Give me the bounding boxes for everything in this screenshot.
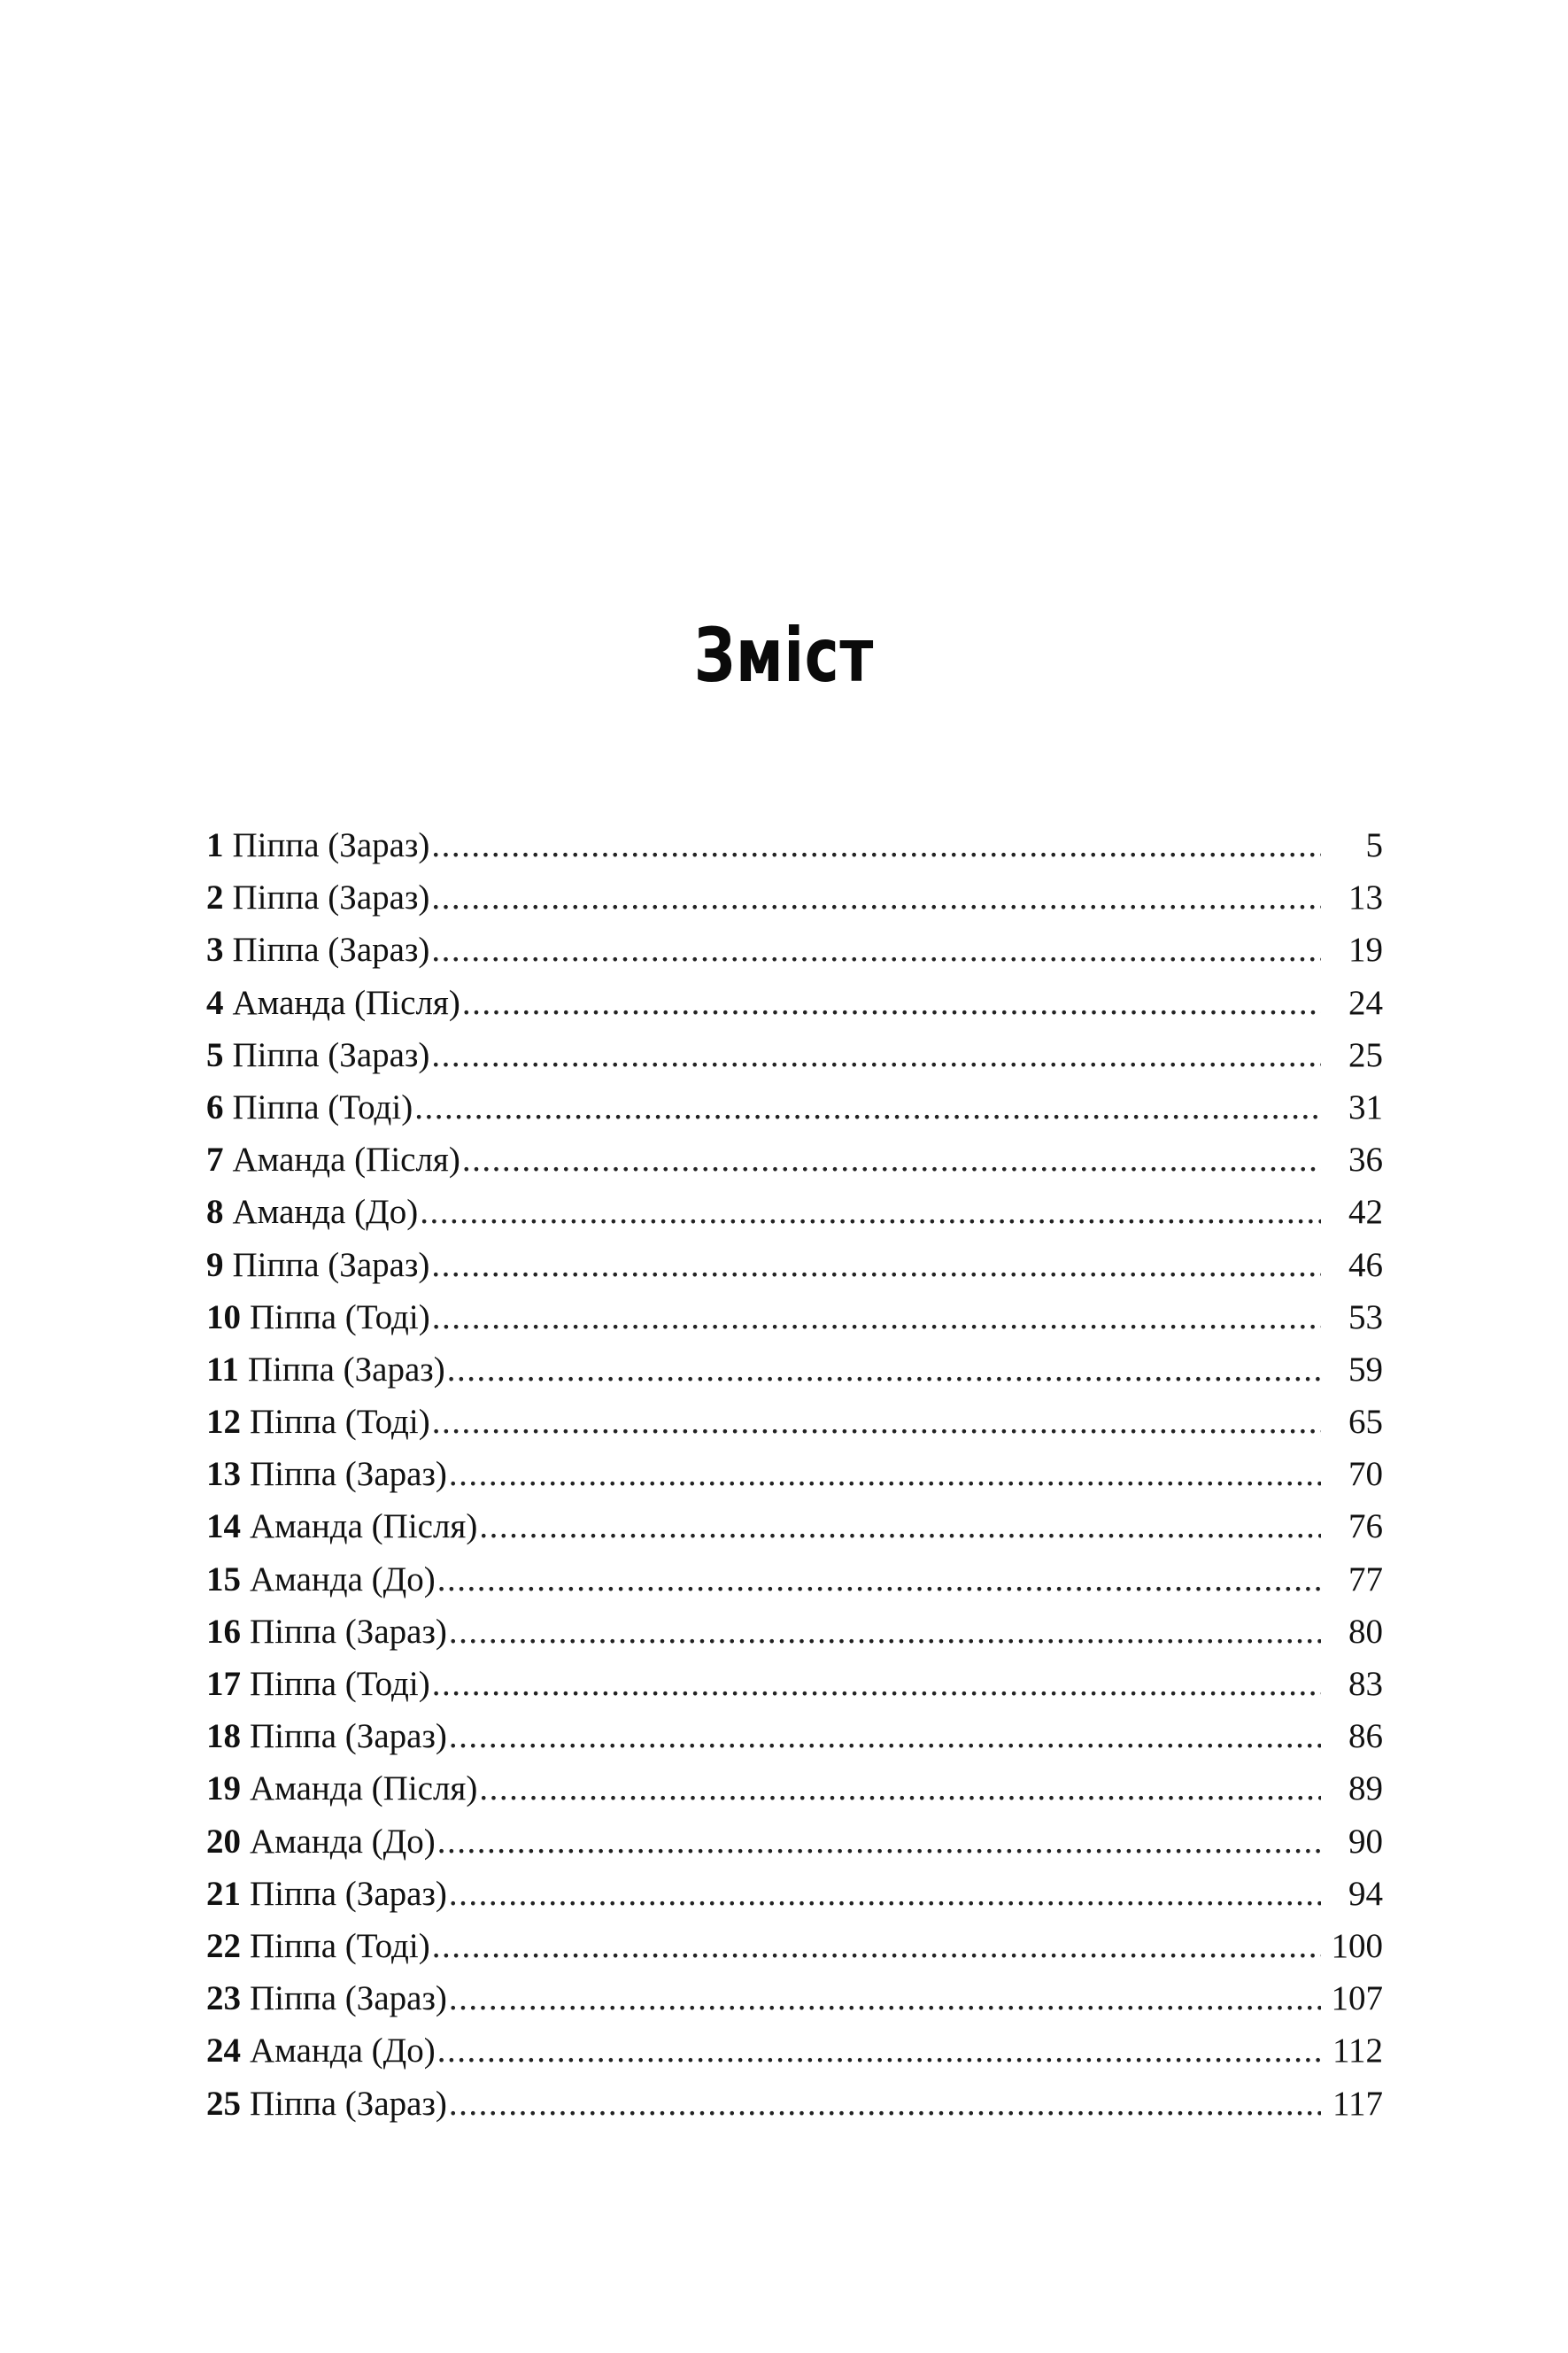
- dot-leader: [447, 1343, 1321, 1396]
- toc-entry-title: Аманда (До): [232, 1193, 419, 1232]
- dot-leader: [431, 871, 1321, 924]
- toc-entry-title: Аманда (До): [250, 2032, 436, 2070]
- page-title: Зміст: [693, 612, 875, 699]
- toc-entry: [206, 1186, 1383, 1238]
- toc-entry: [206, 1868, 1383, 1920]
- toc-entry: [206, 1448, 1383, 1500]
- toc-entry-number: 23: [206, 1979, 241, 2018]
- dot-leader: [432, 1920, 1321, 1972]
- toc-entry-title: Піппа (Зараз): [250, 1874, 447, 1913]
- dot-leader: [479, 1762, 1321, 1815]
- toc-entry-title: Піппа (Тоді): [250, 1926, 430, 1965]
- toc-entry: [206, 977, 1383, 1029]
- toc-entry: [206, 1343, 1383, 1396]
- dot-leader: [432, 1658, 1321, 1710]
- toc-entry-title: Аманда (Після): [232, 1141, 460, 1180]
- toc-entry-number: 13: [206, 1455, 241, 1494]
- toc-entry: [206, 2024, 1383, 2077]
- toc-entry-title: Піппа (Зараз): [232, 826, 430, 864]
- toc-entry-title: Піппа (Зараз): [250, 1717, 447, 1756]
- dot-leader: [479, 1500, 1321, 1552]
- dot-leader: [420, 1186, 1321, 1238]
- toc-entry-title: Піппа (Зараз): [250, 2084, 447, 2123]
- toc-entry-title: Піппа (Зараз): [232, 1245, 430, 1284]
- toc-entry-number: 6: [206, 1087, 224, 1126]
- toc-entry-title: Піппа (Зараз): [247, 1350, 445, 1389]
- toc-entry-number: 5: [206, 1035, 224, 1074]
- dot-leader: [449, 1448, 1321, 1500]
- dot-leader: [437, 1553, 1321, 1606]
- toc-entry-title: Аманда (До): [250, 1560, 436, 1598]
- toc-entry-page: 94: [1348, 1874, 1383, 1913]
- dot-leader: [449, 1972, 1321, 2024]
- toc-entry: [206, 1081, 1383, 1134]
- toc-entry-number: 25: [206, 2084, 241, 2123]
- toc-entry-title: Аманда (Після): [250, 1769, 478, 1808]
- toc-entry-page: 76: [1348, 1507, 1383, 1546]
- toc-entry: [206, 1291, 1383, 1343]
- toc-entry-page: 70: [1348, 1455, 1383, 1494]
- table-of-contents: [206, 819, 1383, 2130]
- toc-entry-title: Піппа (Зараз): [232, 1035, 430, 1074]
- toc-entry-page: 107: [1331, 1979, 1383, 2018]
- toc-entry-number: 15: [206, 1560, 241, 1598]
- toc-entry-page: 46: [1348, 1245, 1383, 1284]
- toc-entry-number: 22: [206, 1926, 241, 1965]
- toc-entry-number: 3: [206, 931, 224, 970]
- toc-entry-title: Піппа (Тоді): [232, 1087, 413, 1126]
- dot-leader: [431, 1239, 1321, 1291]
- toc-entry: [206, 1710, 1383, 1762]
- toc-entry-number: 14: [206, 1507, 241, 1546]
- toc-entry-title: Піппа (Зараз): [250, 1979, 447, 2018]
- toc-entry-title: Піппа (Зараз): [250, 1455, 447, 1494]
- dot-leader: [437, 2024, 1321, 2077]
- toc-entry-number: 19: [206, 1769, 241, 1808]
- toc-entry: [206, 1239, 1383, 1291]
- toc-entry-number: 2: [206, 879, 224, 917]
- dot-leader: [414, 1081, 1321, 1134]
- toc-entry-page: 86: [1348, 1717, 1383, 1756]
- dot-leader: [449, 1606, 1321, 1658]
- dot-leader: [431, 819, 1321, 871]
- dot-leader: [432, 1396, 1321, 1448]
- toc-entry-number: 7: [206, 1141, 224, 1180]
- toc-entry: [206, 1500, 1383, 1552]
- toc-entry-page: 83: [1348, 1665, 1383, 1703]
- dot-leader: [462, 1134, 1321, 1186]
- toc-entry-page: 80: [1348, 1612, 1383, 1651]
- toc-entry: [206, 1029, 1383, 1081]
- toc-entry-page: 42: [1348, 1193, 1383, 1232]
- toc-entry-number: 8: [206, 1193, 224, 1232]
- toc-entry-page: 19: [1348, 931, 1383, 970]
- dot-leader: [431, 1029, 1321, 1081]
- toc-entry-number: 12: [206, 1403, 241, 1442]
- toc-entry: [206, 1762, 1383, 1815]
- toc-entry: [206, 871, 1383, 924]
- toc-entry-number: 20: [206, 1822, 241, 1861]
- toc-entry: [206, 1553, 1383, 1606]
- toc-entry: [206, 1920, 1383, 1972]
- toc-entry-number: 17: [206, 1665, 241, 1703]
- toc-entry: [206, 1396, 1383, 1448]
- toc-entry-title: Аманда (Після): [250, 1507, 478, 1546]
- toc-entry-page: 112: [1332, 2032, 1383, 2070]
- dot-leader: [449, 1868, 1321, 1920]
- toc-entry-title: Піппа (Зараз): [232, 931, 430, 970]
- toc-entry: [206, 1815, 1383, 1868]
- toc-entry-number: 4: [206, 983, 224, 1022]
- toc-entry-title: Аманда (Після): [232, 983, 460, 1022]
- toc-entry-page: 100: [1331, 1926, 1383, 1965]
- toc-entry: [206, 924, 1383, 976]
- toc-entry-title: Піппа (Тоді): [250, 1297, 430, 1336]
- toc-entry-page: 13: [1348, 879, 1383, 917]
- toc-entry-page: 5: [1365, 826, 1383, 864]
- dot-leader: [449, 2078, 1321, 2130]
- toc-entry-page: 65: [1348, 1403, 1383, 1442]
- toc-entry-title: Аманда (До): [250, 1822, 436, 1861]
- toc-entry-page: 77: [1348, 1560, 1383, 1598]
- toc-entry-number: 21: [206, 1874, 241, 1913]
- toc-entry: [206, 1606, 1383, 1658]
- dot-leader: [449, 1710, 1321, 1762]
- toc-entry-page: 36: [1348, 1141, 1383, 1180]
- toc-entry-title: Піппа (Тоді): [250, 1403, 430, 1442]
- dot-leader: [437, 1815, 1321, 1868]
- toc-entry-page: 25: [1348, 1035, 1383, 1074]
- dot-leader: [432, 1291, 1321, 1343]
- toc-entry: [206, 1658, 1383, 1710]
- toc-entry-page: 89: [1348, 1769, 1383, 1808]
- toc-entry-number: 24: [206, 2032, 241, 2070]
- toc-entry-number: 11: [206, 1350, 239, 1389]
- toc-entry-number: 9: [206, 1245, 224, 1284]
- toc-entry: [206, 1972, 1383, 2024]
- toc-entry: [206, 2078, 1383, 2130]
- toc-entry-number: 1: [206, 826, 224, 864]
- toc-entry-title: Піппа (Зараз): [232, 879, 430, 917]
- toc-entry-page: 90: [1348, 1822, 1383, 1861]
- toc-entry-page: 117: [1332, 2084, 1383, 2123]
- dot-leader: [462, 977, 1321, 1029]
- toc-entry-page: 53: [1348, 1297, 1383, 1336]
- toc-entry: [206, 819, 1383, 871]
- toc-entry: [206, 1134, 1383, 1186]
- toc-entry-page: 24: [1348, 983, 1383, 1022]
- toc-entry-number: 10: [206, 1297, 241, 1336]
- toc-entry-page: 31: [1348, 1087, 1383, 1126]
- dot-leader: [431, 924, 1321, 976]
- toc-entry-number: 16: [206, 1612, 241, 1651]
- toc-entry-title: Піппа (Тоді): [250, 1665, 430, 1703]
- toc-entry-number: 18: [206, 1717, 241, 1756]
- toc-entry-title: Піппа (Зараз): [250, 1612, 447, 1651]
- toc-entry-page: 59: [1348, 1350, 1383, 1389]
